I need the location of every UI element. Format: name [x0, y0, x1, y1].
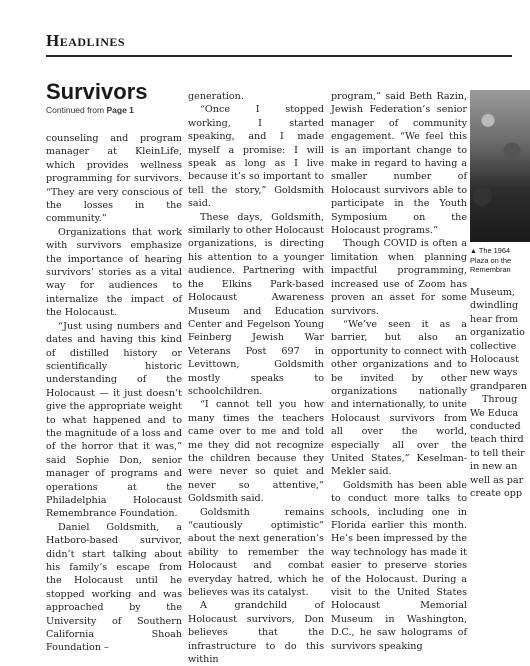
text-line: hear from	[470, 313, 519, 325]
paragraph: “Just using numbers and dates and having this kind of distilled history or scientifically historic understanding of the Holocaust — it just doesn’t give the appropriate weight to what happened and to the magnitude of a loss and of the horror that it was,” said Sophie Don, senior manager of programs and operations at the Philadelphia Holocaust Remembrance Foundation.	[46, 320, 182, 520]
paragraph: Though COVID is often a limitation when planning impactful programming, increased use of Zoom has proven an asset for some survivors.	[331, 238, 467, 317]
paragraph: “We’ve seen it as a barrier, but also an opportunity to connect with other organizations and to be invited by other organizations nationally and internationally, to unite Holocaust survivors from all over the world, especially all over the United States,” Keselman-Mekler said.	[331, 318, 467, 478]
text-line: to tell their	[470, 447, 525, 459]
paragraph: These days, Goldsmith, similarly to other Holocaust organizations, is directing his attention to a younger audience. Partnering with the Elkins Park-based Holocaust Awareness Museum and Education Center and Fegelson Young Feinberg Jewish War Veterans Post 697 in Levittown, Goldsmith mostly speaks to schoolchildren.	[188, 211, 324, 397]
text-line: grandparen	[470, 380, 528, 392]
text-line: conducted	[470, 421, 521, 433]
text-line: teach third	[470, 434, 524, 446]
paragraph: Organizations that work with survivors emphasize the importance of hearing survivors’ stories as a vital way for audiences to internalize the impact of the Holocaust.	[46, 226, 182, 319]
paragraph: counseling and program manager at KleinLife, which provides wellness programming for survivors. “They are very conscious of the losses in the community.”	[46, 133, 182, 225]
article-column-3	[331, 90, 467, 653]
holocaust-memorial-photo	[470, 90, 530, 242]
article-column-4	[470, 286, 530, 501]
text-line: well as par	[470, 474, 524, 486]
text-line: organizatio	[470, 327, 525, 339]
paragraph: “I cannot tell you how many times the teachers came over to me and told me they did not recognize the children because they were never so quiet and never so attentive,” Goldsmith said.	[188, 399, 324, 505]
article-headline: Survivors	[46, 79, 148, 104]
article-column-1	[46, 132, 182, 655]
paragraph: A grandchild of Holocaust survivors, Don believes that the infrastructure to do this within	[188, 600, 324, 666]
caption-triangle-icon: ▲	[470, 248, 477, 255]
paragraph: “Once I stopped working, I started speaking, and I made myself a promise: I will speak as long as I live because it’s so important to tell the story,” Goldsmith said.	[188, 104, 324, 210]
paragraph: Goldsmith has been able to conduct more talks to schools, including one in Florida earlier this month. He’s been impressed by the way technology has made it easier to preserve stories of the Holocaust. During a visit to the United States Holocaust Memorial Museum in Washington, D.C., he saw holograms of survivors speaking	[331, 479, 467, 652]
paragraph: program,” said Beth Razin, Jewish Federation’s senior manager of community engagement. “We feel this is an important change to make in regard to having a smaller number of Holocaust survivors able to participate in the Youth Symposium on the Holocaust programs.”	[331, 91, 467, 237]
paragraph: generation.	[188, 91, 244, 102]
paragraph: Daniel Goldsmith, a Hatboro-based survivor, didn’t start talking about his family’s escape from the Holocaust until he stopped working and was approached by the University of Southern California Shoah Foundation –	[46, 521, 182, 654]
text-line: Museum,	[470, 287, 515, 298]
text-line: collective	[470, 340, 517, 352]
paragraph: Goldsmith remains “cautiously optimistic” about the next generation’s ability to remember the Holocaust and combat everyday hatred, which he believes was its catalyst.	[188, 506, 324, 599]
continued-page-link[interactable]: Page 1	[106, 105, 134, 115]
photo-caption	[470, 246, 530, 274]
text-line: Holocaust	[470, 354, 520, 366]
text-line: dwindling	[470, 300, 519, 312]
text-line: create opp	[470, 488, 522, 500]
text-line: Throug	[482, 394, 518, 406]
text-line: We Educa	[470, 407, 519, 419]
continued-from	[46, 105, 134, 115]
article-column-2	[188, 90, 324, 666]
caption-line: Plaza on the	[470, 256, 512, 265]
text-line: new ways	[470, 367, 518, 379]
section-divider	[46, 55, 512, 57]
section-title: Headlines	[46, 31, 126, 50]
caption-line: The 1964	[478, 246, 511, 255]
continued-label: Continued from	[46, 105, 105, 115]
caption-line: Remembran	[470, 265, 511, 274]
text-line: in new an	[470, 461, 518, 473]
